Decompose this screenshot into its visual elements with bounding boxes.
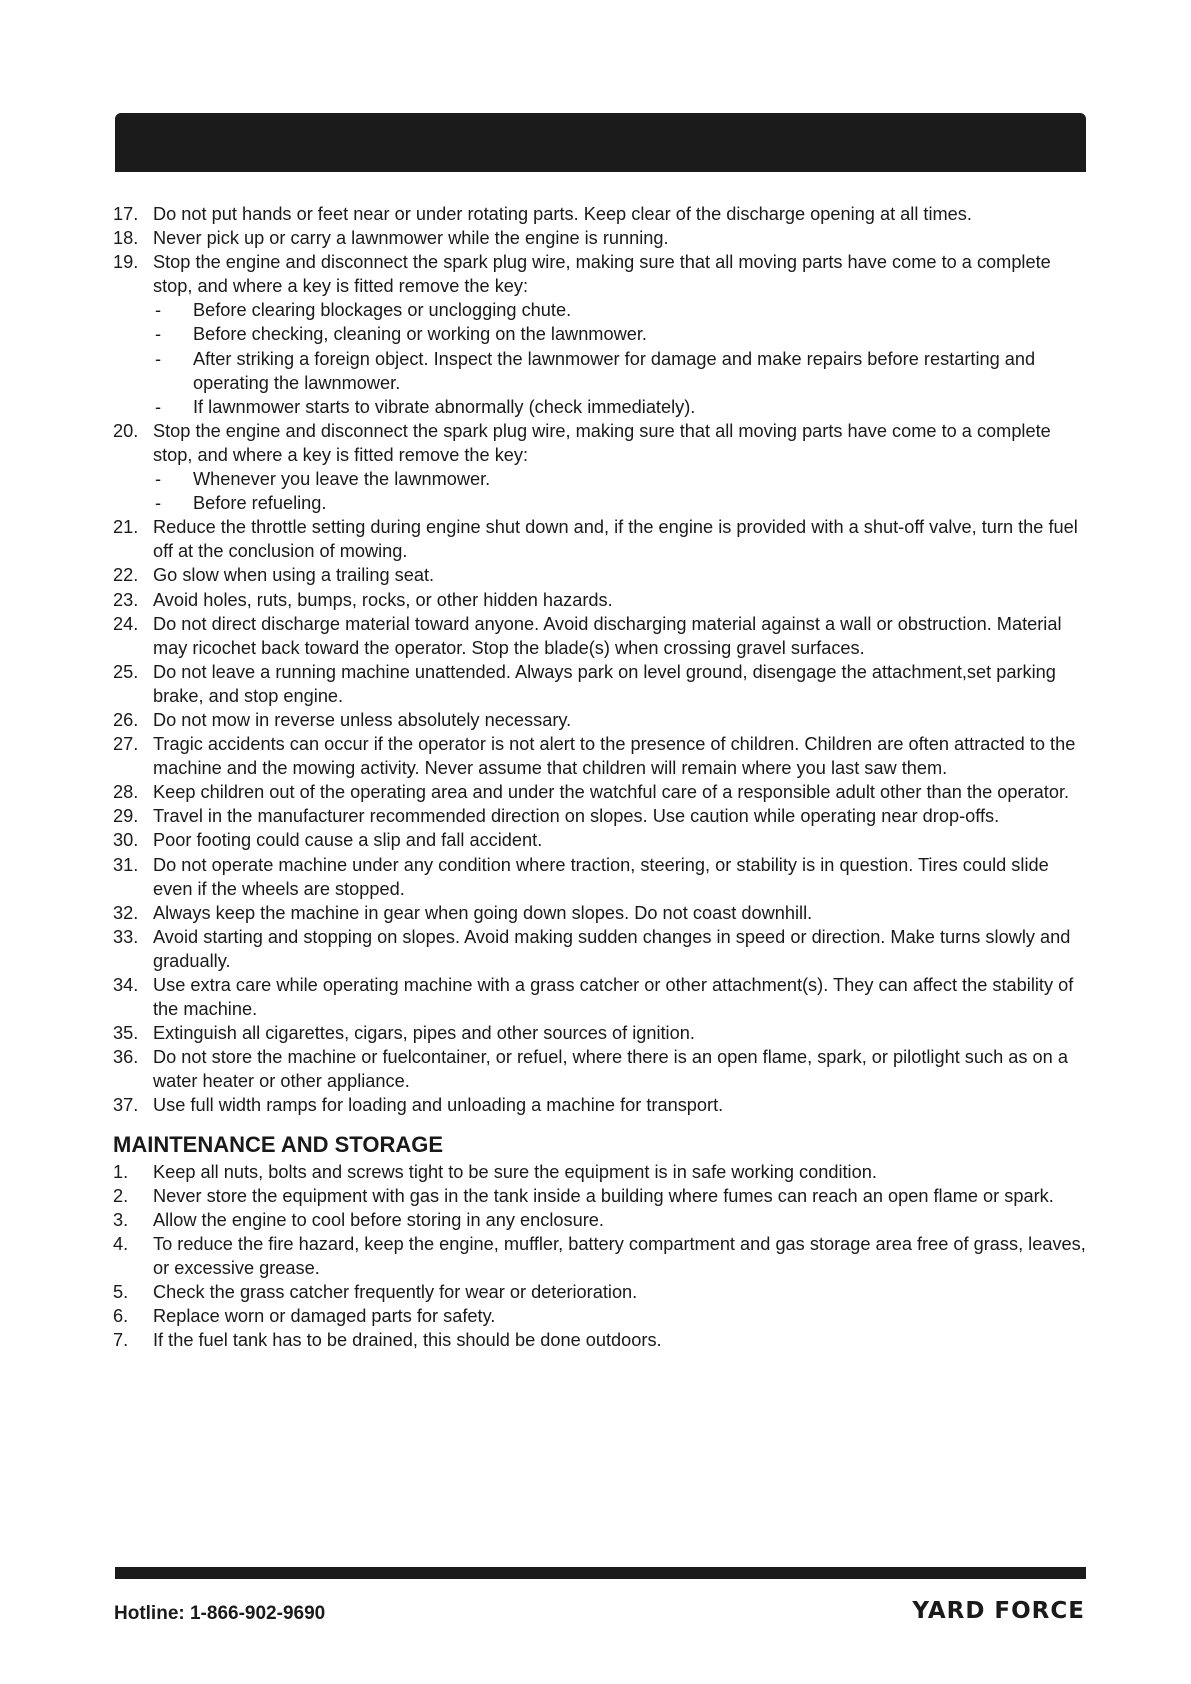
header-bar [115,113,1086,172]
item-number: 31. [113,854,139,875]
list-item [113,1160,1093,1184]
item-number: 28. [113,782,139,803]
list-item [113,1045,1093,1093]
list-item [113,1328,1093,1352]
list-item [113,732,1093,780]
list-item [113,612,1093,660]
list-item [113,1232,1093,1280]
list-item [113,804,1093,828]
list-item [113,202,1093,226]
dash-bullet: - [155,469,162,490]
list-item [113,1208,1093,1232]
item-number: 24. [113,613,139,634]
footer-bar [115,1567,1086,1579]
dash-bullet: - [155,348,162,369]
sub-item [113,467,1093,491]
item-text: If the fuel tank has to be drained, this should be done outdoors. [153,1330,662,1351]
item-number: 34. [113,975,139,995]
item-text: Travel in the manufacturer recommended direction on slopes. Use caution while operating near drop-offs. [153,806,1000,827]
list-item [113,828,1093,852]
dash-bullet: - [155,300,162,321]
item-number: 30. [113,830,139,851]
dash-bullet: - [155,324,162,345]
list-item [113,708,1093,732]
list-item [113,515,1093,563]
list-item [113,563,1093,587]
item-number: 32. [113,902,139,923]
list-item [113,853,1093,901]
item-text: Stop the engine and disconnect the spark plug wire, making sure that all moving parts have come to a complete stop, and where a key is fitted remove the key: [153,252,1051,297]
item-number: 36. [113,1047,139,1068]
item-number: 22. [113,565,139,586]
item-text: Do not leave a running machine unattended. Always park on level ground, disengage the attachment,set parking brake, and stop engine. [153,661,1056,706]
item-number: 7. [113,1330,129,1351]
item-number: 6. [113,1306,129,1327]
item-text: Go slow when using a trailing seat. [153,565,435,586]
sub-item [113,491,1093,515]
sub-item [113,298,1093,322]
maintenance-list [113,1160,1093,1353]
item-text: Do not store the machine or fuelcontainer, or refuel, where there is an open flame, spark, or pilotlight such as on a water heater or other appliance. [153,1047,1068,1092]
item-number: 19. [113,252,139,273]
item-text: Use full width ramps for loading and unloading a machine for transport. [153,1095,724,1116]
item-number: 1. [113,1161,129,1182]
list-item [113,780,1093,804]
item-number: 35. [113,1023,139,1044]
item-text: Tragic accidents can occur if the operator is not alert to the presence of children. Children are often attracted to the machine and the mowing activity. Never assume that children will remain where you last saw them. [153,734,1076,779]
item-text: Do not put hands or feet near or under rotating parts. Keep clear of the discharge opening at all times. [153,204,972,224]
item-text: Replace worn or damaged parts for safety. [153,1306,496,1327]
page-content [113,202,1093,1352]
item-number: 27. [113,734,139,755]
brand-logo: YARD FORCE [912,1598,1085,1624]
list-item [113,901,1093,925]
list-item [113,925,1093,973]
item-number: 20. [113,420,139,441]
item-number: 33. [113,926,139,947]
item-number: 17. [113,204,139,224]
item-text: Keep all nuts, bolts and screws tight to be sure the equipment is in safe working condition. [153,1161,877,1182]
item-number: 37. [113,1095,139,1116]
item-number: 23. [113,589,139,610]
list-item [113,973,1093,1021]
item-text: Stop the engine and disconnect the spark plug wire, making sure that all moving parts have come to a complete stop, and where a key is fitted remove the key: [153,420,1051,465]
dash-bullet: - [155,493,162,514]
sub-item [113,322,1093,346]
sub-item-text: Before checking, cleaning or working on the lawnmower. [193,324,647,345]
sub-item-text: Before refueling. [193,493,327,514]
list-item [113,1093,1093,1117]
item-text: Avoid starting and stopping on slopes. Avoid making sudden changes in speed or direction. Make turns slowly and gradually. [153,926,1071,971]
item-text: Reduce the throttle setting during engine shut down and, if the engine is provided with a shut-off valve, turn the fuel off at the conclusion of mowing. [153,517,1078,562]
item-number: 5. [113,1282,129,1303]
item-text: Extinguish all cigarettes, cigars, pipes and other sources of ignition. [153,1023,695,1044]
list-item [113,1280,1093,1304]
sub-item-text: After striking a foreign object. Inspect the lawnmower for damage and make repairs before restarting and operating the lawnmower. [193,348,1036,393]
item-text: Never store the equipment with gas in the tank inside a building where fumes can reach an open flame or spark. [153,1185,1054,1206]
item-number: 29. [113,806,139,827]
list-item [113,588,1093,612]
item-text: Keep children out of the operating area and under the watchful care of a responsible adult other than the operator. [153,782,1070,803]
section-title-maintenance: MAINTENANCE AND STORAGE [113,1131,444,1157]
item-text: To reduce the fire hazard, keep the engine, muffler, battery compartment and gas storage area free of grass, leaves, or excessive grease. [153,1233,1086,1278]
list-item [113,1304,1093,1328]
sub-item [113,395,1093,419]
item-text: Do not mow in reverse unless absolutely necessary. [153,709,572,730]
item-number: 21. [113,517,139,538]
dash-bullet: - [155,396,162,417]
item-text: Always keep the machine in gear when going down slopes. Do not coast downhill. [153,902,813,923]
item-number: 26. [113,709,139,730]
list-item [113,419,1093,467]
item-text: Use extra care while operating machine with a grass catcher or other attachment(s). They can affect the stability of the machine. [153,975,1074,1020]
list-item [113,250,1093,298]
item-number: 4. [113,1233,129,1254]
list-item [113,1184,1093,1208]
item-number: 2. [113,1185,129,1206]
list-item [113,226,1093,250]
item-text: Allow the engine to cool before storing in any enclosure. [153,1209,604,1230]
list-item [113,660,1093,708]
item-text: Do not operate machine under any condition where traction, steering, or stability is in question. Tires could slide even if the wheels are stopped. [153,854,1049,899]
safety-rules-list [113,202,1093,1118]
sub-item-text: Whenever you leave the lawnmower. [193,469,491,490]
item-text: Avoid holes, ruts, bumps, rocks, or other hidden hazards. [153,589,613,610]
hotline-text: Hotline: 1-866-902-9690 [114,1603,326,1624]
item-text: Do not direct discharge material toward anyone. Avoid discharging material against a wall or obstruction. Material may ricochet back toward the operator. Stop the blade(s) when crossing gravel surfaces. [153,613,1062,658]
item-text: Poor footing could cause a slip and fall accident. [153,830,543,851]
list-item [113,1021,1093,1045]
item-text: Check the grass catcher frequently for wear or deterioration. [153,1282,638,1303]
sub-item-text: If lawnmower starts to vibrate abnormally (check immediately). [193,396,696,417]
item-number: 18. [113,228,139,249]
sub-item-text: Before clearing blockages or unclogging chute. [193,300,572,321]
item-number: 25. [113,661,139,682]
sub-item [113,347,1093,395]
item-number: 3. [113,1209,129,1230]
item-text: Never pick up or carry a lawnmower while the engine is running. [153,228,669,249]
